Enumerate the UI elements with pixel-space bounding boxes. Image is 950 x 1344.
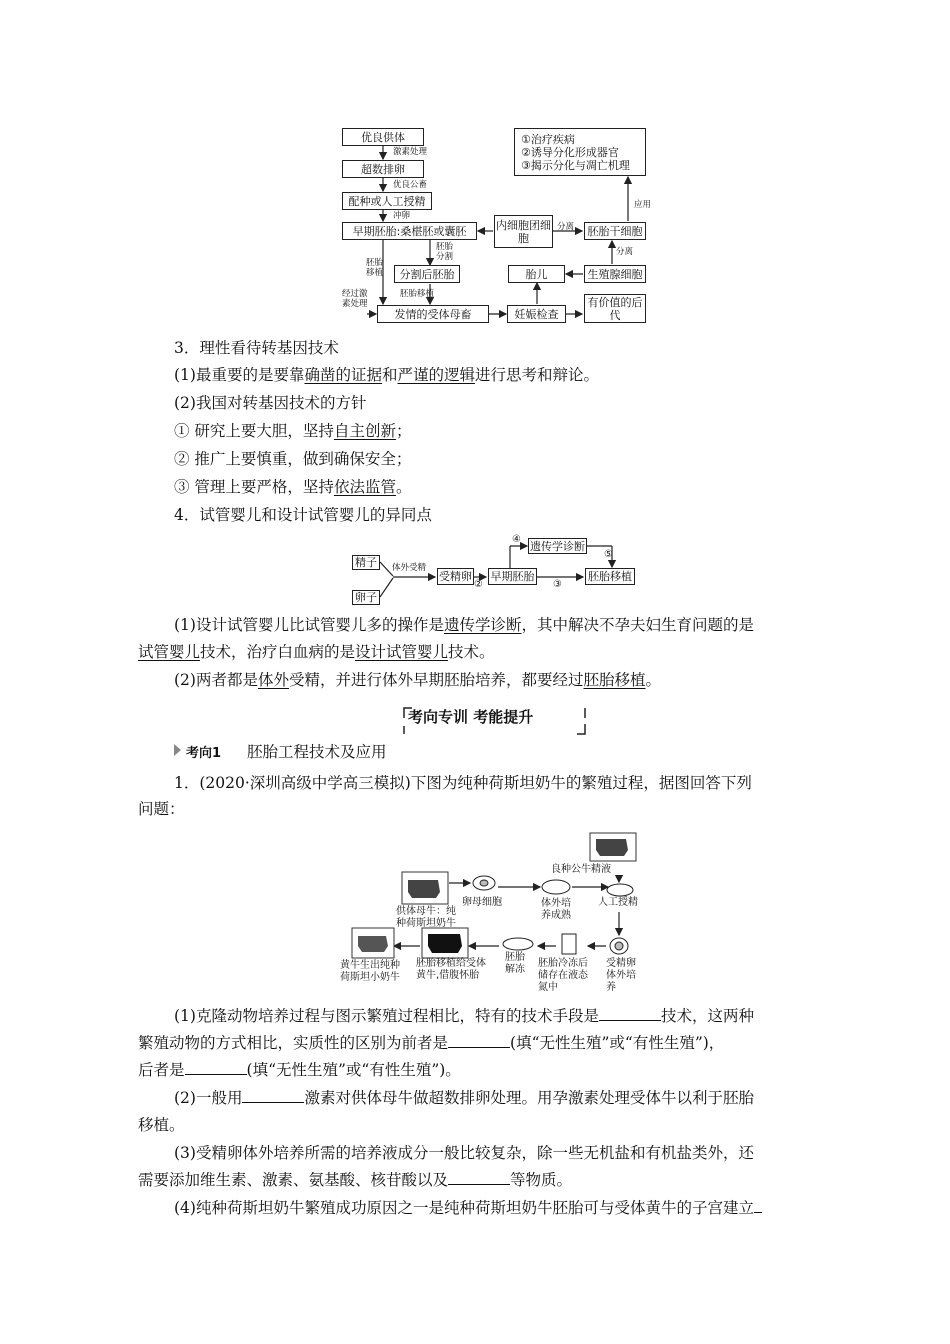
- blank[interactable]: [599, 1006, 661, 1021]
- section4-p1-line2: 试管婴儿技术，治疗白血病的是设计试管婴儿技术。: [138, 643, 495, 661]
- box-pregnancy-check: 妊娠检查: [507, 305, 566, 323]
- blank[interactable]: [448, 1033, 510, 1048]
- application-item: ③揭示分化与凋亡机理: [521, 158, 630, 172]
- label-maturation: 体外培养成熟: [541, 898, 571, 921]
- answer2-line1: (2)一般用 激素对供体母牛做超数排卵处理。用孕激素处理受体牛以利于胚胎: [174, 1089, 754, 1107]
- blank[interactable]: [185, 1060, 247, 1075]
- application-item: ①治疗疾病: [521, 132, 575, 146]
- answer1-line1: (1)克隆动物培养过程与图示繁殖过程相比，特有的技术手段是 技术，这两种: [174, 1007, 754, 1025]
- box-fetus: 胎儿: [508, 265, 565, 283]
- section3-title: 3．理性看待转基因技术: [174, 339, 339, 357]
- label-donor-cow: 供体母牛：纯种荷斯坦奶牛: [396, 906, 456, 929]
- application-item: ②诱导分化形成器官: [521, 145, 619, 159]
- label-oocyte: 卵母细胞: [462, 897, 502, 908]
- label-transfer-cow: 胚胎移植给受体黄牛,借腹怀胎: [416, 958, 486, 981]
- answer3-line2: 需要添加维生素、激素、氨基酸、核苷酸以及 等物质。: [138, 1171, 573, 1189]
- label-ai: 人工授精: [598, 897, 638, 908]
- label-hormone: 激素处理: [393, 147, 428, 157]
- label-n3: ③: [553, 579, 562, 590]
- box-egg: 卵子: [352, 590, 380, 605]
- label-n4: ④: [512, 534, 521, 545]
- section4-title: 4．试管婴儿和设计试管婴儿的异同点: [174, 506, 432, 524]
- question1-line2: 问题：: [138, 800, 185, 818]
- box-mating: 配种或人工授精: [342, 192, 432, 210]
- section4-p2: (2)两者都是体外受精，并进行体外早期胚胎培养，都要经过胚胎移植。: [174, 671, 662, 689]
- box-genetic: 遗传学诊断: [530, 539, 585, 553]
- blank[interactable]: [754, 1198, 762, 1213]
- box-sperm: 精子: [352, 555, 380, 570]
- blank[interactable]: [448, 1170, 510, 1185]
- label-flush: 冲卵: [393, 211, 411, 221]
- section4-p1-line1: (1)设计试管婴儿比试管婴儿多的操作是遗传学诊断，其中解决不孕夫妇生育问题的是: [174, 616, 754, 634]
- label-semen: 良种公牛精液: [551, 864, 611, 875]
- section3-item1: ① 研究上要大胆，坚持自主创新；: [174, 422, 412, 440]
- label-calf: 黄牛生出纯种荷斯坦小奶牛: [340, 960, 400, 983]
- label-n2: ②: [474, 579, 483, 590]
- answer3-line1: (3)受精卵体外培养所需的培养液成分一般比较复杂，除一些无机盐和有机盐类外，还: [174, 1144, 754, 1162]
- label-apply: 应用: [634, 200, 652, 210]
- answer1-line3: 后者是 (填“无性生殖”或“有性生殖”)。: [138, 1061, 461, 1079]
- label-split: 胚胎分割: [436, 242, 454, 262]
- label-n5: ⑤: [604, 549, 613, 560]
- label-thaw: 胚胎解冻: [505, 952, 525, 975]
- answer1-line2: 繁殖动物的方式相比，实质性的区别为前者是 (填“无性生殖”或“有性生殖”)，: [138, 1034, 725, 1052]
- blank[interactable]: [242, 1088, 304, 1103]
- label-freeze: 胚胎冷冻后储存在液态氮中: [538, 958, 588, 993]
- label-culture: 受精卵体外培养: [606, 958, 636, 993]
- topic-tag: 考向1: [186, 746, 222, 761]
- label-ivf: 体外受精: [392, 563, 427, 573]
- box-inner-mass: 内细胞团细胞: [494, 215, 553, 248]
- box-germ-cell: 生殖腺细胞: [584, 265, 646, 283]
- label-transfer-left: 胚胎移植: [366, 258, 384, 278]
- topic-title: 胚胎工程技术及应用: [247, 743, 387, 761]
- section3-p1: (1)最重要的是要靠确凿的证据和严谨的逻辑进行思考和辩论。: [174, 366, 600, 384]
- box-zygote: 受精卵: [439, 570, 472, 583]
- answer2-line2: 移植。: [138, 1116, 185, 1134]
- section3-p2: (2)我国对转基因技术的方针: [174, 394, 367, 412]
- box-recipient: 发情的受体母畜: [377, 305, 489, 323]
- label-separate2: 分离: [616, 247, 634, 257]
- section3-item2: ② 推广上要慎重，做到确保安全；: [174, 450, 412, 468]
- box-split-embryo: 分割后胚胎: [394, 265, 460, 283]
- answer4-line1: (4)纯种荷斯坦奶牛繁殖成功原因之一是纯种荷斯坦奶牛胚胎可与受体黄牛的子宫建立: [174, 1196, 854, 1220]
- box-es-cell: 胚胎干细胞: [584, 222, 646, 240]
- section3-item3: ③ 管理上要严格，坚持依法监管。: [174, 478, 412, 496]
- label-separate1: 分离: [557, 222, 575, 232]
- box-transfer2: 胚胎移植: [585, 568, 635, 585]
- label-hormone-left: 经过激素处理: [342, 289, 368, 309]
- box-offspring: 有价值的后代: [584, 294, 646, 323]
- question1-line1: 1．(2020·深圳高级中学高三模拟)下图为纯种荷斯坦奶牛的繁殖过程，据图回答下列: [174, 774, 752, 792]
- box-early-embryo: 早期胚胎:桑椹胚或囊胚: [342, 222, 477, 240]
- label-transfer-mid: 胚胎移植: [400, 289, 435, 299]
- box-early-embryo2: 早期胚胎: [488, 568, 537, 585]
- box-superovulation: 超数排卵: [342, 160, 424, 178]
- section-header-title: 考向专训 考能提升: [408, 708, 534, 726]
- label-male: 优良公畜: [393, 180, 428, 190]
- box-donor: 优良供体: [342, 128, 424, 146]
